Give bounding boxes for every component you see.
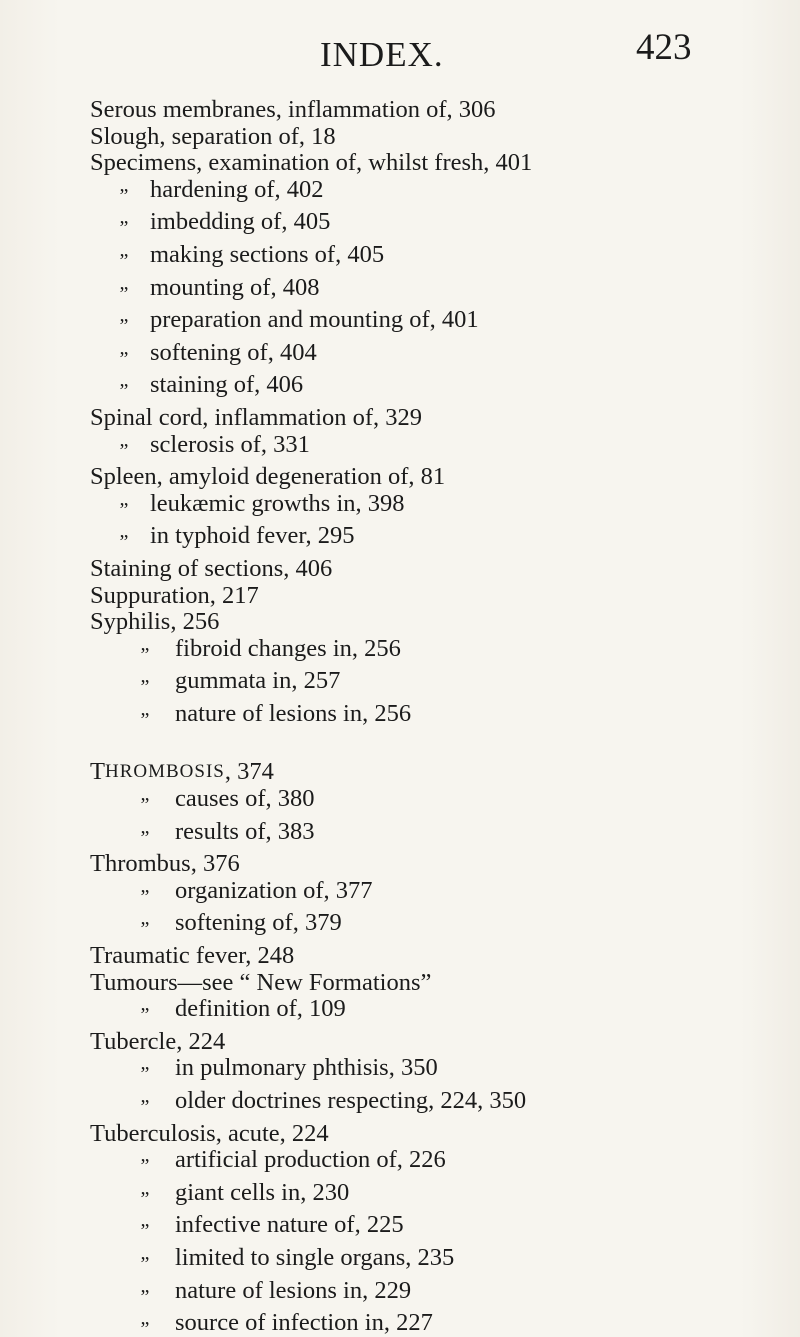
index-entry — [90, 609, 790, 636]
entry-text: organization of, 377 — [175, 876, 373, 904]
ditto-mark: ” — [140, 1318, 150, 1337]
ditto-mark: ” — [119, 184, 129, 207]
ditto-mark: ” — [119, 282, 129, 305]
entry-text: nature of lesions in, 256 — [175, 699, 412, 727]
index-subentry — [90, 307, 790, 340]
ditto-mark: ” — [140, 918, 150, 941]
section-gap — [90, 733, 790, 759]
ditto-mark: ” — [140, 1155, 150, 1178]
index-entry — [90, 970, 790, 997]
ditto-mark: ” — [140, 1285, 150, 1308]
index-subentry — [90, 1180, 790, 1213]
index-subentry — [90, 786, 790, 819]
entry-text: giant cells in, 230 — [175, 1178, 350, 1206]
entry-text: making sections of, 405 — [150, 240, 385, 268]
index-entry — [90, 556, 790, 583]
index-entry — [90, 583, 790, 610]
entry-text: Serous membranes, inflammation of, 306 — [90, 96, 496, 123]
entry-text: artificial production of, 226 — [175, 1146, 446, 1174]
index-entry — [90, 943, 790, 970]
entry-text: Specimens, examination of, whilst fresh, 401 — [90, 149, 533, 177]
entry-text: leukæmic growths in, 398 — [150, 489, 405, 517]
entry-text: Slough, separation of, 18 — [90, 122, 336, 150]
ditto-mark: ” — [140, 1220, 150, 1243]
ditto-mark: ” — [140, 794, 150, 817]
entry-text: limited to single organs, 235 — [175, 1243, 455, 1271]
index-entry — [90, 1121, 790, 1148]
ditto-mark: ” — [119, 347, 129, 370]
ditto-mark: ” — [119, 498, 129, 521]
entry-text: Suppuration, 217 — [90, 581, 259, 609]
index-entry — [90, 97, 790, 124]
index-entry — [90, 405, 790, 432]
entry-text: fibroid changes in, 256 — [175, 634, 401, 662]
ditto-mark: ” — [140, 1004, 150, 1027]
index-subentry — [90, 523, 790, 556]
entry-text: infective nature of, 225 — [175, 1211, 404, 1239]
entry-text: Syphilis, 256 — [90, 608, 220, 636]
ditto-mark: ” — [119, 531, 129, 554]
section-lead-entry — [90, 759, 790, 786]
entry-text: gummata in, 257 — [175, 667, 341, 695]
index-entry — [90, 124, 790, 151]
ditto-mark: ” — [140, 676, 150, 699]
entry-text: Tubercle, 224 — [90, 1027, 226, 1055]
ditto-mark: ” — [140, 643, 150, 666]
index-subentry — [90, 701, 790, 734]
ditto-mark: ” — [119, 315, 129, 338]
ditto-mark: ” — [140, 1063, 150, 1086]
entry-text: preparation and mounting of, 401 — [150, 306, 479, 334]
index-subentry — [90, 242, 790, 275]
ditto-mark: ” — [119, 249, 129, 272]
entry-text: imbedding of, 405 — [150, 208, 331, 236]
entry-text: sclerosis of, 331 — [150, 430, 310, 458]
index-subentry — [90, 1245, 790, 1278]
index-subentry — [90, 668, 790, 701]
entry-text: in pulmonary phthisis, 350 — [175, 1054, 438, 1082]
index-subentry — [90, 996, 790, 1029]
index-subentry — [90, 819, 790, 852]
index-subentry — [90, 1278, 790, 1311]
ditto-mark: ” — [140, 708, 150, 731]
entry-text: Staining of sections, 406 — [90, 554, 333, 582]
index-subentry — [90, 177, 790, 210]
entry-text: softening of, 404 — [150, 338, 317, 366]
ditto-mark: ” — [140, 826, 150, 849]
index-subentry — [90, 372, 790, 405]
small-caps-rest: HROMBOSIS — [104, 761, 225, 783]
entry-text: Traumatic fever, 248 — [90, 942, 295, 970]
entry-text: Thrombus, 376 — [90, 850, 240, 878]
small-caps-initial: T — [90, 758, 105, 786]
entry-text: hardening of, 402 — [150, 175, 324, 203]
index-subentry — [90, 209, 790, 242]
ditto-mark: ” — [140, 1187, 150, 1210]
ditto-mark: ” — [140, 1252, 150, 1275]
ditto-mark: ” — [119, 439, 129, 462]
ditto-mark: ” — [140, 885, 150, 908]
page-number: 423 — [636, 27, 692, 68]
index-subentry — [90, 1088, 790, 1121]
entry-text: mounting of, 408 — [150, 273, 320, 301]
index-subentry — [90, 432, 790, 465]
entry-text: , 374 — [224, 758, 274, 786]
entry-text: staining of, 406 — [150, 371, 304, 399]
entry-text: results of, 383 — [175, 817, 315, 845]
entry-text: Tuberculosis, acute, 224 — [90, 1119, 329, 1147]
index-subentry — [90, 878, 790, 911]
index-subentry — [90, 275, 790, 308]
entry-text: Spinal cord, inflammation of, 329 — [90, 403, 423, 431]
index-entry — [90, 464, 790, 491]
ditto-mark: ” — [119, 380, 129, 403]
index-subentry — [90, 910, 790, 943]
index-list — [90, 97, 790, 1337]
entry-text: Spleen, amyloid degeneration of, 81 — [90, 463, 446, 491]
entry-text: causes of, 380 — [175, 785, 315, 813]
entry-text: in typhoid fever, 295 — [150, 522, 355, 550]
running-head: INDEX. — [320, 35, 444, 74]
entry-text: nature of lesions in, 229 — [175, 1276, 412, 1304]
index-subentry — [90, 1310, 790, 1337]
entry-text: definition of, 109 — [175, 995, 346, 1023]
index-subentry — [90, 1147, 790, 1180]
index-entry — [90, 1029, 790, 1056]
index-entry — [90, 150, 790, 177]
index-entry — [90, 851, 790, 878]
entry-text: Tumours—see “ New Formations” — [90, 968, 432, 996]
index-subentry — [90, 1212, 790, 1245]
ditto-mark: ” — [140, 1096, 150, 1118]
ditto-mark: ” — [119, 217, 129, 240]
index-subentry — [90, 1055, 790, 1088]
entry-text: softening of, 379 — [175, 909, 342, 937]
index-subentry — [90, 491, 790, 524]
index-subentry — [90, 340, 790, 373]
entry-text: older doctrines respecting, 224, 350 — [175, 1087, 527, 1114]
index-subentry — [90, 636, 790, 669]
entry-text: source of infection in, 227 — [175, 1309, 433, 1337]
